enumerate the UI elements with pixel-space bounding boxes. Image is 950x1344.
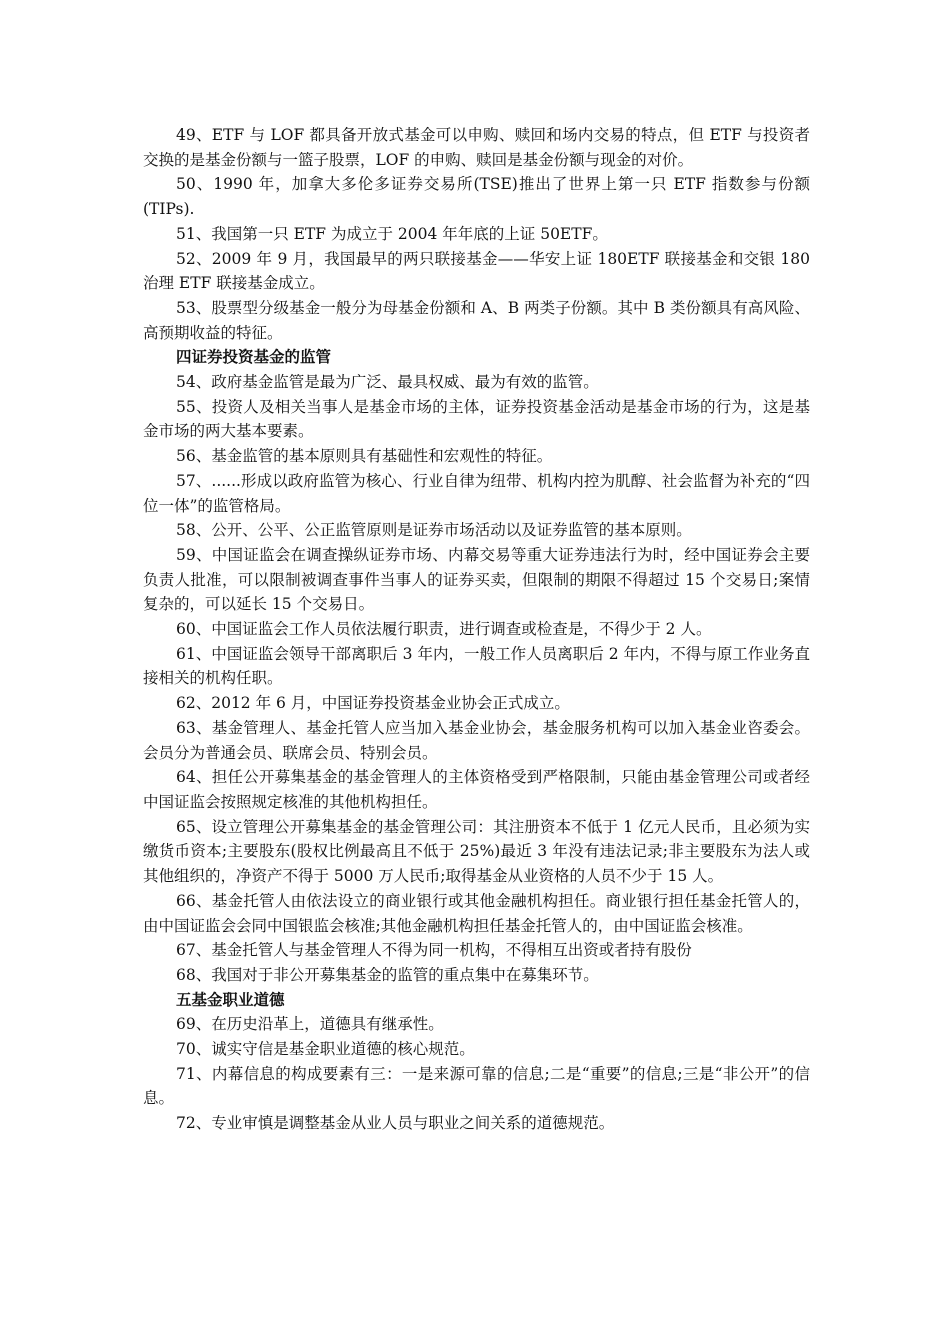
- document-page: [143, 123, 810, 1136]
- paragraph-66: 66、基金托管人由依法设立的商业银行或其他金融机构担任。商业银行担任基金托管人的，由中国证监会会同中国银监会核准;其他金融机构担任基金托管人的，由中国证监会核准。: [143, 891, 810, 935]
- paragraph-64: 64、担任公开募集基金的基金管理人的主体资格受到严格限制，只能由基金管理公司或者经中国证监会按照规定核准的其他机构担任。: [143, 768, 810, 811]
- paragraph-51: 51、我国第一只 ETF 为成立于 2004 年年底的上证 50ETF。: [176, 224, 608, 243]
- paragraph-59: 59、中国证监会在调查操纵证券市场、内幕交易等重大证券违法行为时，经中国证券会主要负责人批准，可以限制被调查事件当事人的证券买卖，但限制的期限不得超过 15 个交易日;案情复杂的，可以延长 15 个交易日。: [143, 545, 810, 614]
- paragraph-63: 63、基金管理人、基金托管人应当加入基金业协会，基金服务机构可以加入基金业咨委会。会员分为普通会员、联席会员、特别会员。: [143, 718, 810, 762]
- section-heading-professional-ethics: 五基金职业道德: [176, 990, 285, 1009]
- paragraph-55: 55、投资人及相关当事人是基金市场的主体，证券投资基金活动是基金市场的行为，这是基金市场的两大基本要素。: [143, 397, 810, 441]
- paragraph-56: 56、基金监管的基本原则具有基础性和宏观性的特征。: [176, 447, 553, 466]
- paragraph-52: 52、2009 年 9 月，我国最早的两只联接基金——华安上证 180ETF 联接基金和交银 180 治理 ETF 联接基金成立。: [143, 249, 810, 293]
- paragraph-68: 68、我国对于非公开募集基金的监管的重点集中在募集环节。: [176, 965, 599, 984]
- paragraph-50: 50、1990 年，加拿大多伦多证券交易所(TSE)推出了世界上第一只 ETF 指数参与份额(TIPs).: [143, 175, 810, 219]
- paragraph-57: 57、......形成以政府监管为核心、行业自律为纽带、机构内控为肌醇、社会监督为补充的“四位一体”的监管格局。: [143, 471, 810, 515]
- paragraph-69: 69、在历史沿革上，道德具有继承性。: [176, 1015, 444, 1034]
- paragraph-70: 70、诚实守信是基金职业道德的核心规范。: [176, 1040, 475, 1059]
- paragraph-54: 54、政府基金监管是最为广泛、最具权威、最为有效的监管。: [176, 373, 599, 392]
- paragraph-62: 62、2012 年 6 月，中国证券投资基金业协会正式成立。: [176, 694, 570, 713]
- paragraph-60: 60、中国证监会工作人员依法履行职责，进行调查或检查是，不得少于 2 人。: [176, 620, 712, 639]
- paragraph-72: 72、专业审慎是调整基金从业人员与职业之间关系的道德规范。: [176, 1114, 615, 1133]
- paragraph-53: 53、股票型分级基金一般分为母基金份额和 A、B 两类子份额。其中 B 类份额具有高风险、高预期收益的特征。: [143, 298, 810, 342]
- paragraph-71: 71、内幕信息的构成要素有三：一是来源可靠的信息;二是“重要”的信息;三是“非公开”的信息。: [143, 1064, 810, 1108]
- paragraph-65: 65、设立管理公开募集基金的基金管理公司：其注册资本不低于 1 亿元人民币，且必须为实缴货币资本;主要股东(股权比例最高且不低于 25%)最近 3 年没有违法记录;非主要股东为法人或其他组织的，净资产不得于 5000 万人民币;取得基金从业资格的人员不少于 15 人。: [143, 817, 810, 886]
- section-heading-fund-supervision: 四证券投资基金的监管: [176, 348, 332, 367]
- paragraph-67: 67、基金托管人与基金管理人不得为同一机构，不得相互出资或者持有股份: [176, 941, 692, 960]
- paragraph-58: 58、公开、公平、公正监管原则是证券市场活动以及证券监管的基本原则。: [176, 521, 692, 540]
- paragraph-61: 61、中国证监会领导干部离职后 3 年内，一般工作人员离职后 2 年内，不得与原工作业务直接相关的机构任职。: [143, 644, 810, 688]
- paragraph-49: 49、ETF 与 LOF 都具备开放式基金可以申购、赎回和场内交易的特点，但 ETF 与投资者交换的是基金份额与一篮子股票，LOF 的申购、赎回是基金份额与现金的对价。: [143, 126, 810, 169]
